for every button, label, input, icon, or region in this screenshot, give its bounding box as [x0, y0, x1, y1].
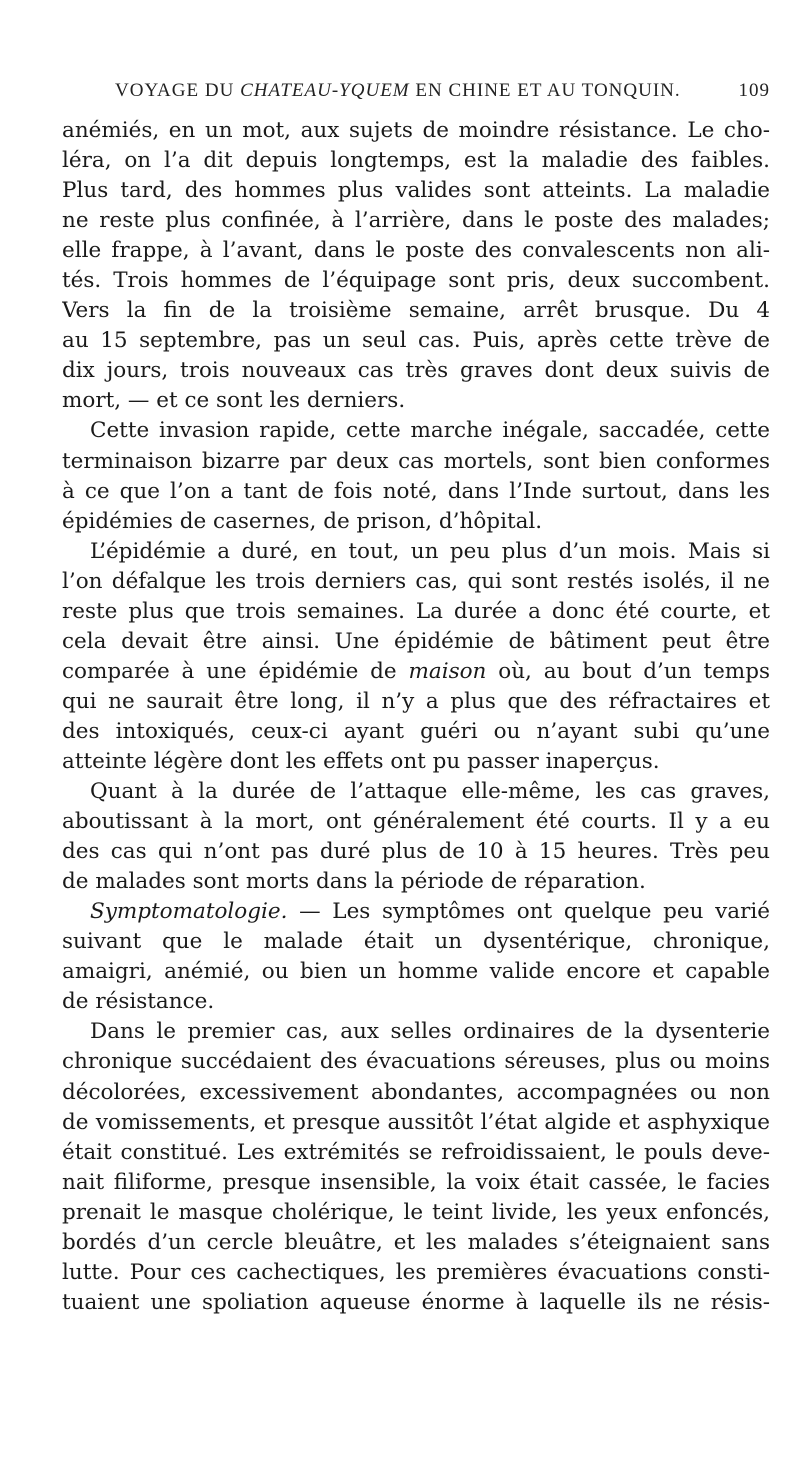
- text-line: de vomissements, et presque aussitôt l’état algide et asphyxique: [62, 1109, 770, 1135]
- text-line: Vers la fin de la troisième semaine, arrêt brusque. Du 4: [62, 298, 770, 324]
- text-line: amaigri, anémié, ou bien un homme valide encore et capable: [62, 959, 770, 985]
- text-line: lutte. Pour ces cachectiques, les premières évacuations consti-: [62, 1259, 770, 1285]
- text-line: bordés d’un cercle bleuâtre, et les malades s’éteignaient sans: [62, 1229, 770, 1255]
- text-line: au 15 septembre, pas un seul cas. Puis, après cette trève de: [62, 328, 770, 354]
- page-number: 109: [738, 80, 770, 101]
- text-line: à ce que l’on a tant de fois noté, dans l’Inde surtout, dans les: [62, 478, 770, 504]
- text-line: épidémies de casernes, de prison, d’hôpital.: [62, 508, 543, 534]
- text-line: des cas qui n’ont pas duré plus de 10 à 15 heures. Très peu: [62, 839, 770, 865]
- text-line: tuaient une spoliation aqueuse énorme à laquelle ils ne résis-: [62, 1289, 770, 1315]
- text-line: qui ne saurait être long, il n’y a plus que des réfractaires et: [62, 688, 770, 714]
- text-line: Plus tard, des hommes plus valides sont atteints. La maladie: [62, 178, 770, 204]
- text-line: léra, on l’a dit depuis longtemps, est la maladie des faibles.: [62, 148, 770, 174]
- text-line: était constitué. Les extrémités se refroidissaient, le pouls deve-: [62, 1139, 770, 1165]
- text-line: [62, 897, 770, 927]
- text-line: des intoxiqués, ceux-ci ayant guéri ou n’ayant subi qu’une: [62, 718, 770, 744]
- text-span: où, au bout d’un temps: [486, 658, 770, 684]
- section-heading-inline: Symptomatologie.: [90, 899, 288, 925]
- text-span: comparée à une épidémie de: [62, 658, 409, 684]
- text-line: anémiés, en un mot, aux sujets de moindre résistance. Le cho-: [62, 118, 770, 143]
- text-line: de malades sont morts dans la période de réparation.: [62, 869, 646, 895]
- text-line: [62, 657, 770, 687]
- text-line: tés. Trois hommes de l’équipage sont pris, deux succombent.: [62, 268, 770, 294]
- text-line: cela devait être ainsi. Une épidémie de bâtiment peut être: [62, 628, 770, 654]
- text-line: Dans le premier cas, aux selles ordinaires de la dysenterie: [90, 1019, 770, 1045]
- running-head-title: [115, 80, 681, 102]
- running-head-title-part1: VOYAGE DU: [115, 80, 241, 101]
- running-head-title-part2: EN CHINE ET AU TONQUIN.: [409, 80, 681, 101]
- text-line: reste plus que trois semaines. La durée a donc été courte, et: [62, 598, 770, 624]
- text-line: nait filiforme, presque insensible, la voix était cassée, le facies: [62, 1169, 770, 1195]
- text-line: Cette invasion rapide, cette marche inégale, saccadée, cette: [90, 418, 770, 444]
- text-line: l’on défalque les trois derniers cas, qui sont restés isolés, il ne: [62, 568, 770, 594]
- text-line: terminaison bizarre par deux cas mortels, sont bien conformes: [62, 448, 770, 474]
- text-line: L’épidémie a duré, en tout, un peu plus d’un mois. Mais si: [90, 538, 770, 564]
- text-line: chronique succédaient des évacuations séreuses, plus ou moins: [62, 1049, 770, 1075]
- text-line: suivant que le malade était un dysentérique, chronique,: [62, 929, 770, 955]
- text-line: décolorées, excessivement abondantes, accompagnées ou non: [62, 1079, 770, 1105]
- text-line: dix jours, trois nouveaux cas très graves dont deux suivis de: [62, 358, 770, 384]
- text-line: de résistance.: [62, 989, 215, 1015]
- running-head-title-ship-name: CHATEAU-YQUEM: [240, 80, 410, 101]
- text-line: atteinte légère dont les effets ont pu passer inaperçus.: [62, 748, 660, 774]
- text-line: ne reste plus confinée, à l’arrière, dans le poste des malades;: [62, 208, 770, 234]
- text-line: Quant à la durée de l’attaque elle-même, les cas graves,: [90, 779, 770, 805]
- text-span: — Les symptômes ont quelque peu varié: [287, 899, 770, 925]
- emphasis-word: maison: [408, 658, 487, 684]
- text-line: prenait le masque cholérique, le teint livide, les yeux enfoncés,: [62, 1199, 770, 1225]
- text-line: aboutissant à la mort, ont généralement été courts. Il y a eu: [62, 809, 770, 835]
- text-line: elle frappe, à l’avant, dans le poste des convalescents non ali-: [62, 238, 770, 264]
- running-head: [60, 80, 770, 102]
- body-text: [62, 116, 770, 1318]
- text-line: mort, — et ce sont les derniers.: [62, 388, 406, 414]
